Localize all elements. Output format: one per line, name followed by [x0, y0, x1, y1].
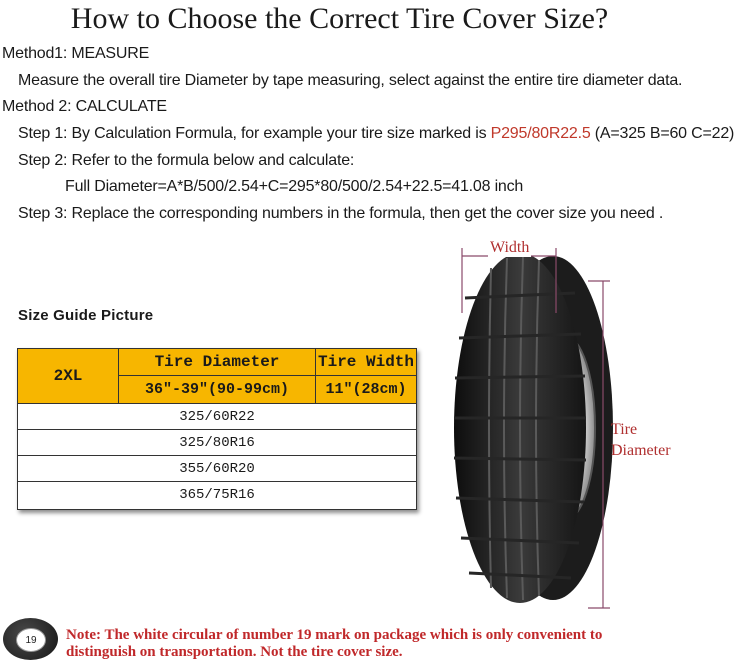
- table-row: 355/60R20: [18, 455, 416, 481]
- tire-illustration: [425, 238, 675, 620]
- diameter-label-line1: Tire: [611, 421, 638, 438]
- note-line1: Note: The white circular of number 19 mark on package which is only convenient to: [66, 627, 603, 643]
- diameter-header: Tire Diameter: [119, 349, 316, 376]
- step1-suffix: (A=325 B=60 C=22): [590, 125, 734, 142]
- step1-tire-size: P295/80R22.5: [490, 125, 591, 142]
- size-guide-title: Size Guide Picture: [18, 307, 154, 324]
- step2-line: Step 2: Refer to the formula below and calculate:: [18, 152, 355, 169]
- note-line2: distinguish on transportation. Not the tire cover size.: [66, 644, 403, 660]
- width-label: Width: [490, 239, 530, 256]
- page-title: How to Choose the Correct Tire Cover Size?: [70, 2, 609, 35]
- formula-line: Full Diameter=A*B/500/2.54+C=295*80/500/2.54+22.5=41.08 inch: [65, 178, 524, 195]
- method1-heading: Method1: MEASURE: [2, 45, 150, 62]
- package-badge: [3, 618, 58, 660]
- table-row: 325/60R22: [18, 403, 416, 429]
- width-value: 11″(28cm): [316, 376, 416, 403]
- step1-line: [18, 124, 734, 144]
- note: [66, 627, 602, 661]
- table-row: 325/80R16: [18, 429, 416, 455]
- table-row: 365/75R16: [18, 481, 416, 507]
- diameter-label-line2: Diameter: [611, 442, 671, 459]
- width-header: Tire Width: [316, 349, 416, 376]
- badge-number: 19: [16, 628, 46, 652]
- method1-text: Measure the overall tire Diameter by tape measuring, select against the entire tire diameter data.: [18, 72, 683, 89]
- diameter-value: 36″-39″(90-99cm): [119, 376, 316, 403]
- size-table: [17, 348, 417, 510]
- size-cell: 2XL: [18, 349, 119, 403]
- step1-prefix: Step 1: By Calculation Formula, for example your tire size marked is: [18, 125, 491, 142]
- method2-heading: Method 2: CALCULATE: [2, 98, 167, 115]
- step3-line: Step 3: Replace the corresponding numbers in the formula, then get the cover size you need .: [18, 205, 664, 222]
